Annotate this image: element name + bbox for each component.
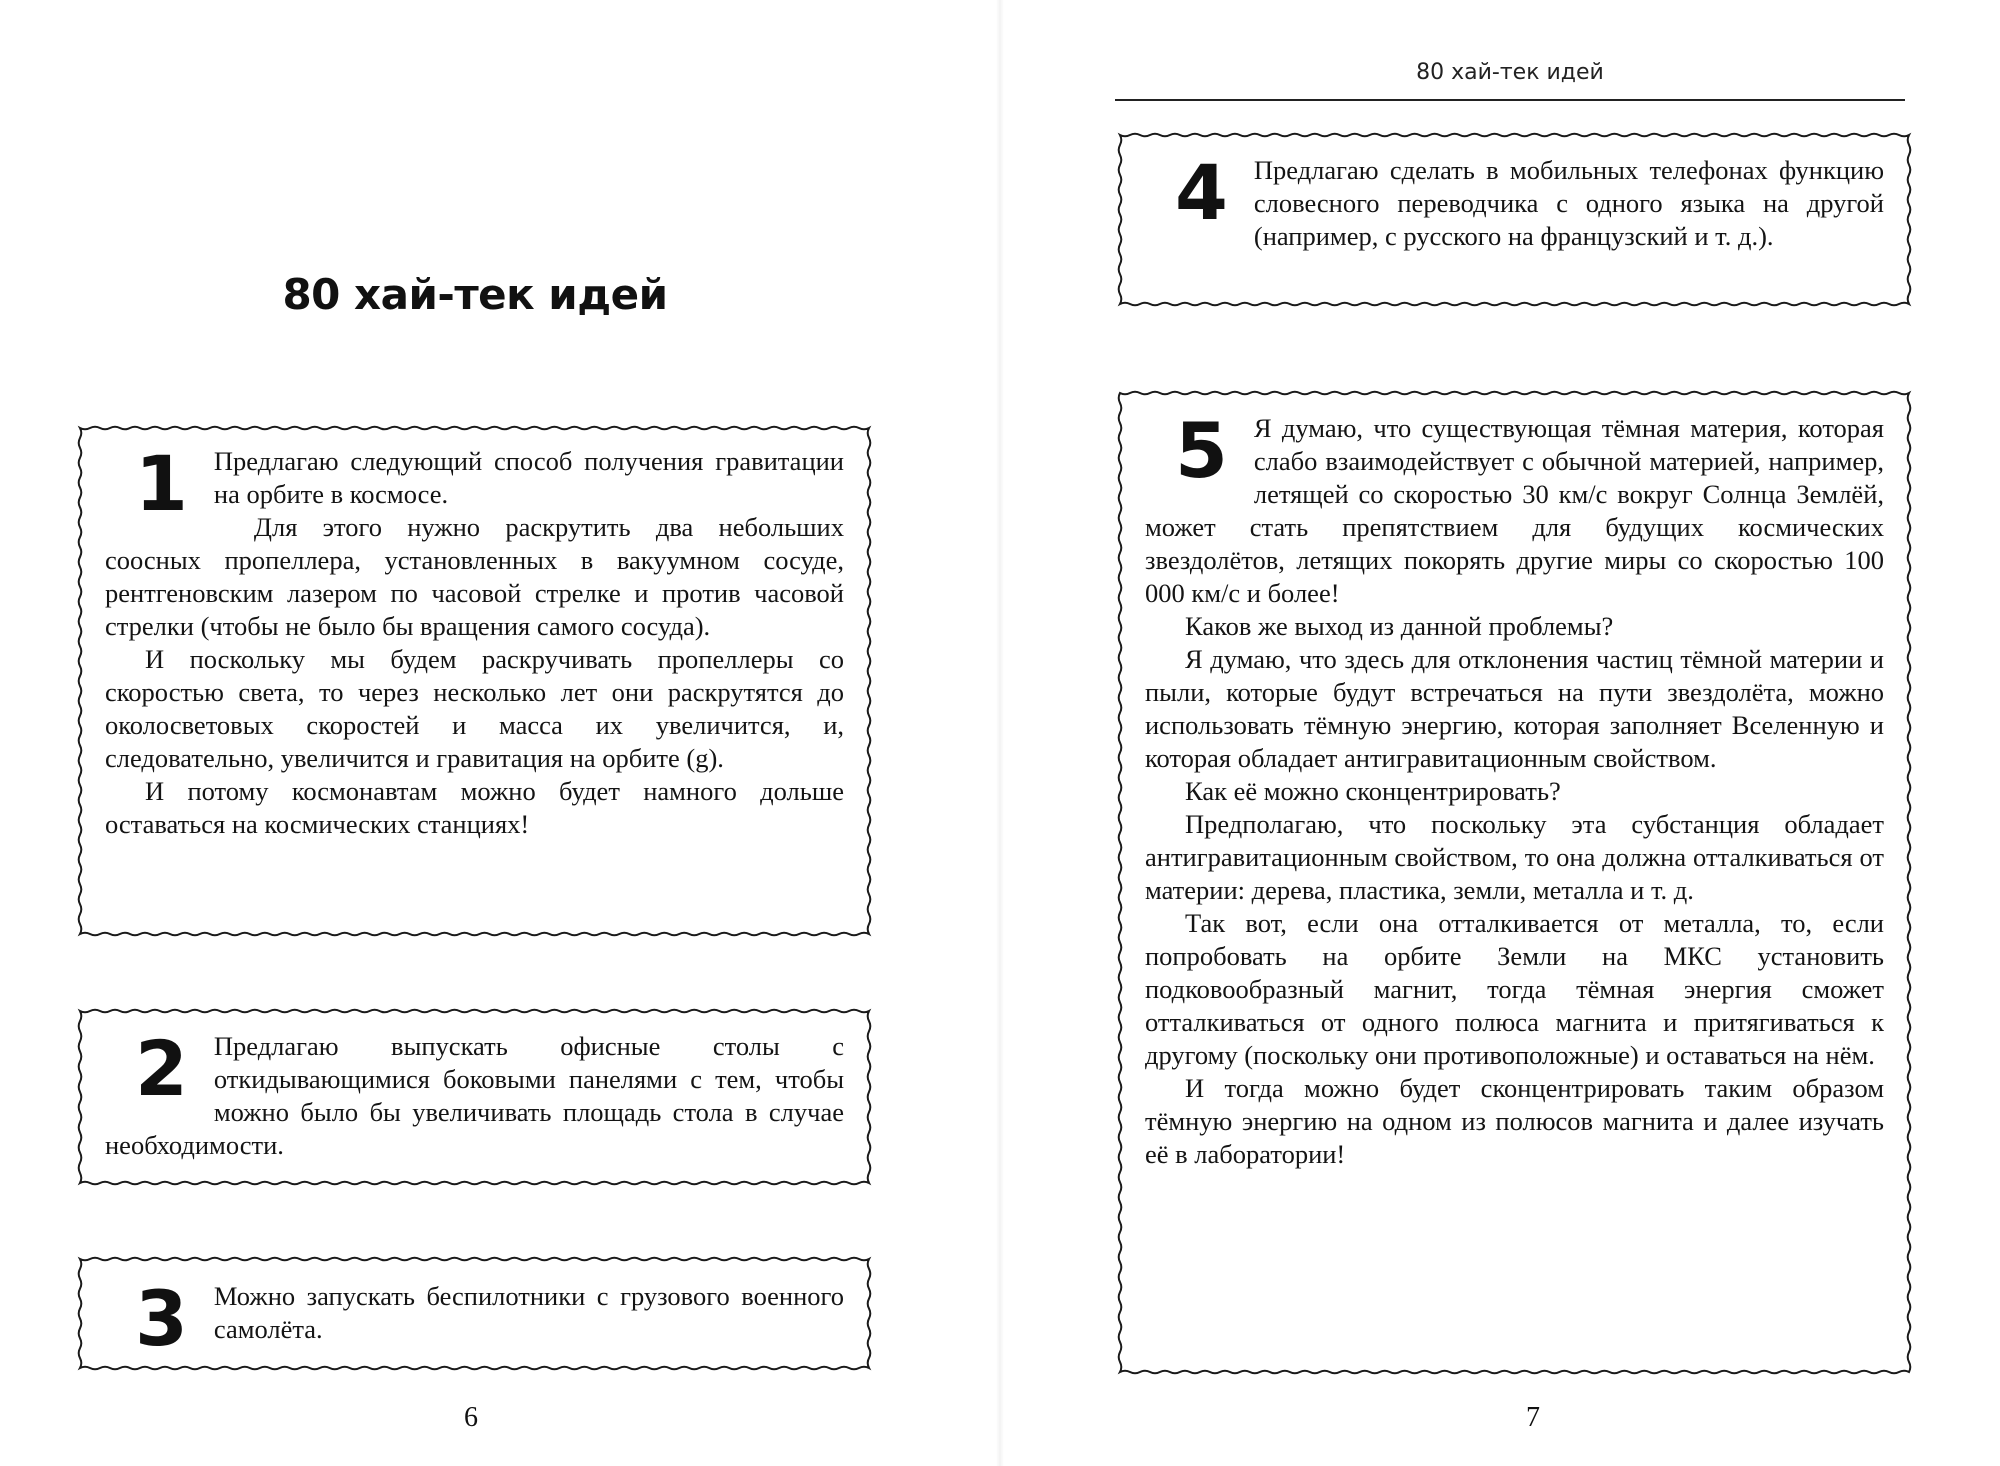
idea-number: 4 <box>1175 148 1228 237</box>
idea-box-5 <box>1117 390 1912 1375</box>
idea-paragraph: Для этого нужно раскрутить два небольших соосных пропеллера, установленных в вакуумном сосуде, рентгеновским лазером по часовой стрелке и против часовой стрелки (чтобы не было бы вращения самого сосуда). <box>105 512 844 641</box>
book-spine <box>996 0 1004 1466</box>
idea-number: 1 <box>135 439 188 528</box>
idea-paragraph: Предлагаю следующий способ получения гравитации на орбите в космосе. <box>213 446 844 509</box>
idea-paragraph: И потому космонавтам можно будет намного дольше оставаться на космических станциях! <box>105 776 844 839</box>
idea-paragraph: И тогда можно будет сконцентрировать таким образом тёмную энергию на одном из полюсов магнита и далее изучать её в лаборатории! <box>1145 1073 1884 1169</box>
idea-paragraph: Я думаю, что существующая тёмная материя, которая слабо взаимодействует с обычной материей, например, летящей со скоростью 30 км/с вокруг Солнца Землёй, может стать препятствием для будущих космических звездолётов, летящих покорять другие миры со скоростью 100 000 км/с и более! <box>1145 413 1884 608</box>
page-number-left: 6 <box>464 1402 478 1433</box>
idea-paragraph: Каков же выход из данной проблемы? <box>1185 611 1614 641</box>
idea-paragraph: Я думаю, что здесь для отклонения частиц тёмной материи и пыли, которые будут встречаться на пути звездолёта, можно использовать тёмную энергию, которая заполняет Вселенную и которая обладает антигравитационным свойством. <box>1145 644 1884 773</box>
chapter-title: 80 хай-тек идей <box>282 270 668 319</box>
running-head: 80 хай-тек идей <box>1416 60 1604 85</box>
idea-box-4 <box>1117 132 1912 307</box>
idea-paragraph: Предлагаю выпускать офисные столы с откидывающимися боковыми панелями с тем, чтобы можно было бы увеличивать площадь стола в случае необходимости. <box>105 1031 844 1160</box>
idea-box-1 <box>77 425 872 937</box>
idea-paragraph: Как её можно сконцентрировать? <box>1185 776 1561 806</box>
idea-number: 3 <box>135 1274 188 1363</box>
page-number-right: 7 <box>1526 1402 1540 1433</box>
idea-paragraph: И поскольку мы будем раскручивать пропеллеры со скоростью света, то через несколько лет они раскрутятся до околосветовых скоростей и масса их увеличится, и, следовательно, увеличится и гравитация на орбите (g). <box>105 644 844 773</box>
idea-number: 2 <box>135 1024 188 1113</box>
idea-paragraph: Так вот, если она отталкивается от металла, то, если попробовать на орбите Земли на МКС установить подковообразный магнит, тогда тёмная энергия сможет отталкиваться от одного полюса магнита и притягиваться к другому (поскольку они противоположные) и оставаться на нём. <box>1145 908 1884 1070</box>
idea-paragraph: Можно запускать беспилотники с грузового военного самолёта. <box>213 1281 844 1344</box>
idea-paragraph: Предлагаю сделать в мобильных телефонах функцию словесного переводчика с одного языка на другой (например, с русского на французский и т. д.). <box>1253 155 1884 251</box>
idea-paragraph: Предполагаю, что поскольку эта субстанция обладает антигравитационным свойством, то она должна отталкиваться от материи: дерева, пластика, земли, металла и т. д. <box>1145 809 1884 905</box>
idea-box-2 <box>77 1008 872 1186</box>
idea-box-3 <box>77 1256 872 1371</box>
running-head-rule <box>1115 99 1905 101</box>
idea-number: 5 <box>1175 406 1228 495</box>
